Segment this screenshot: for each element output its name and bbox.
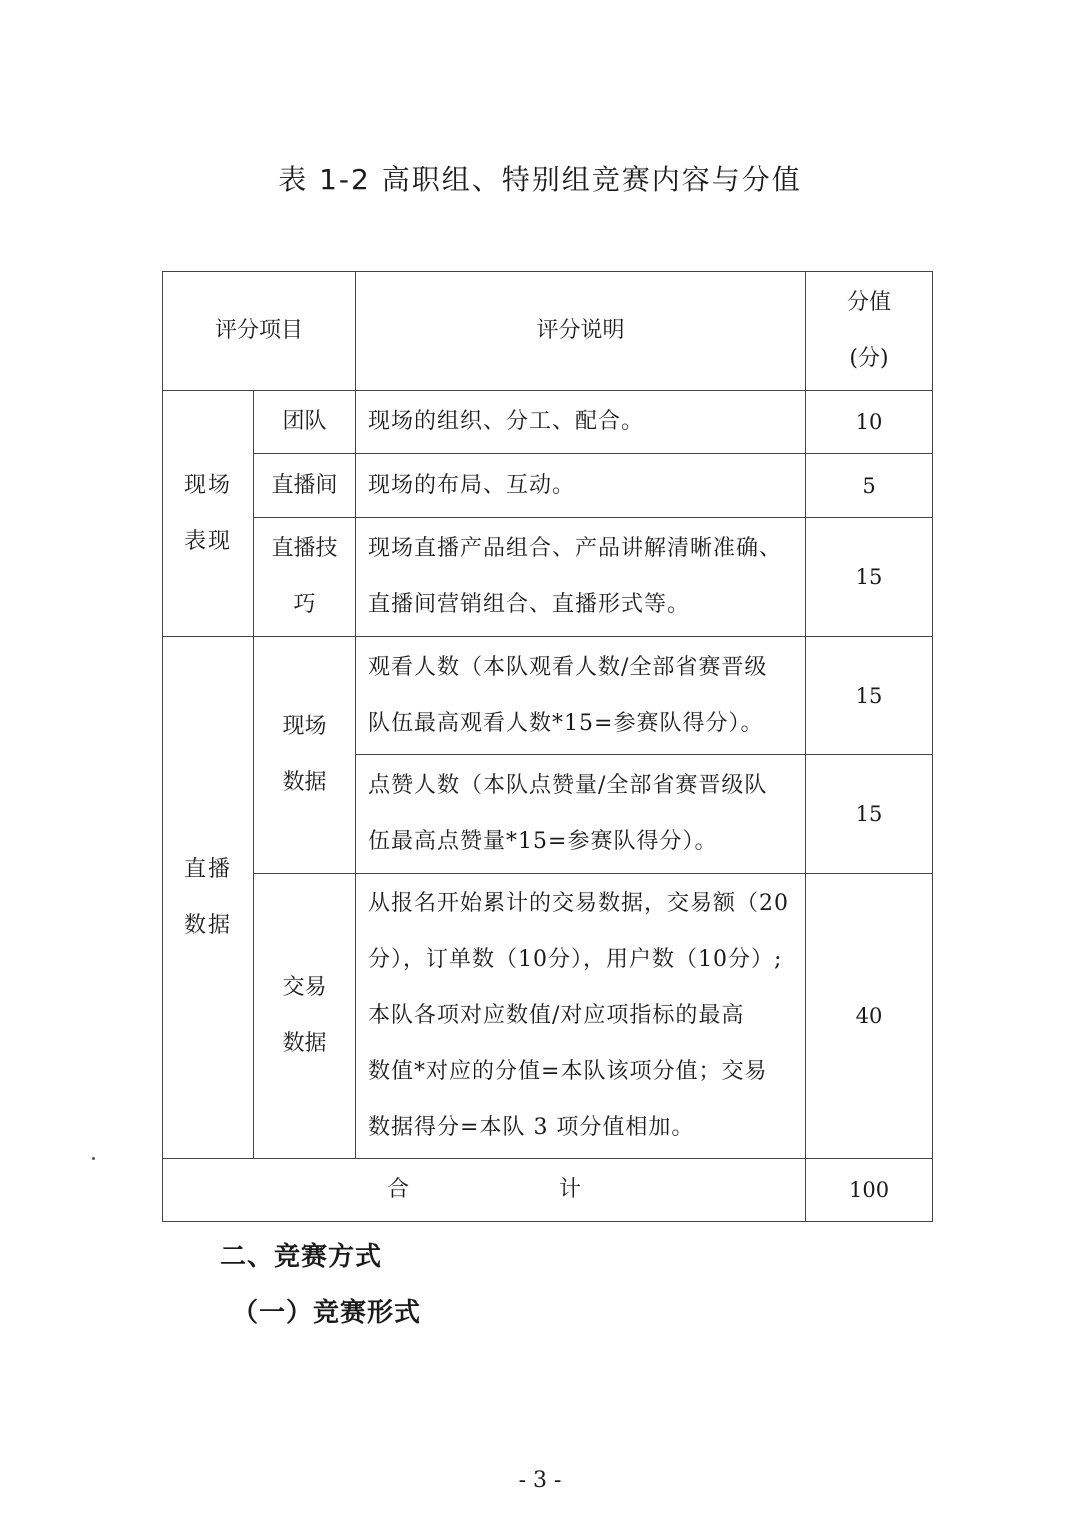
desc-line: 直播间营销组合、直播形式等。 [368, 592, 691, 617]
group-label-line2: 数据 [183, 912, 232, 938]
total-score: 100 [806, 1159, 933, 1222]
sub-item-line2: 巧 [293, 592, 316, 617]
table-row [163, 391, 933, 454]
total-label-left: 合 [386, 1177, 409, 1202]
row-score: 40 [806, 874, 933, 1159]
desc-line: 本队各项对应数值/对应项指标的最高 [368, 1003, 745, 1028]
sub-item-line1: 现场 [282, 714, 327, 739]
row-desc [356, 637, 806, 755]
desc-line: 伍最高点赞量*15=参赛队得分）。 [368, 829, 718, 854]
header-desc [356, 272, 806, 391]
desc-line: 数值*对应的分值=本队该项分值；交易 [368, 1059, 768, 1084]
header-desc-label: 评分说明 [536, 318, 625, 343]
row-desc [356, 755, 806, 874]
group-label-line1: 现场 [183, 472, 232, 498]
desc-line: 从报名开始累计的交易数据，交易额（20 [368, 891, 790, 916]
desc-line: 观看人数（本队观看人数/全部省赛晋级 [368, 654, 768, 680]
row-score: 5 [806, 454, 933, 518]
sub-item [254, 637, 356, 874]
group-label-live-data [163, 637, 254, 1159]
row-score: 10 [806, 391, 933, 454]
desc-line: 队伍最高观看人数*15=参赛队得分）。 [368, 710, 764, 736]
row-score: 15 [806, 637, 933, 755]
header-item [163, 272, 356, 391]
desc-line: 分），订单数（10分），用户数（10分）; [368, 947, 783, 972]
row-score: 15 [806, 755, 933, 874]
sub-item-line1: 交易 [282, 975, 327, 1000]
section-heading: 二、竞赛方式 [220, 1242, 383, 1272]
group-label-line2: 表现 [183, 528, 232, 554]
header-item-label: 评分项目 [215, 318, 304, 343]
row-desc: 现场的组织、分工、配合。 [356, 391, 806, 454]
table-row [163, 454, 933, 518]
row-score: 15 [806, 518, 933, 637]
total-label-right: 计 [559, 1177, 582, 1202]
group-label-line1: 直播 [183, 856, 232, 882]
header-score [806, 272, 933, 391]
scan-dot [92, 1157, 95, 1160]
group-label-onsite [163, 391, 254, 637]
sub-item-line2: 数据 [282, 1031, 327, 1056]
header-score-line1: 分值 [847, 290, 892, 315]
desc-line: 点赞人数（本队点赞量/全部省赛晋级队 [368, 773, 768, 798]
desc-line: 数据得分=本队 3 项分值相加。 [368, 1115, 695, 1140]
score-table [162, 271, 933, 1222]
table-header-row [163, 272, 933, 391]
row-desc [356, 518, 806, 637]
total-row [163, 1159, 933, 1222]
desc-line: 现场直播产品组合、产品讲解清晰准确、 [368, 536, 783, 561]
sub-item: 团队 [254, 391, 356, 454]
sub-item-line2: 数据 [282, 770, 327, 795]
page-title: 表 1-2 高职组、特别组竞赛内容与分值 [278, 163, 802, 196]
row-desc: 现场的布局、互动。 [356, 454, 806, 518]
sub-item: 直播间 [254, 454, 356, 518]
table-row [163, 874, 933, 1159]
subsection-heading: （一）竞赛形式 [232, 1298, 422, 1328]
table-row [163, 518, 933, 637]
sub-item [254, 518, 356, 637]
page-number: - 3 - [518, 1468, 562, 1493]
row-desc [356, 874, 806, 1159]
header-score-line2: (分) [849, 346, 889, 371]
table-row [163, 637, 933, 755]
total-label [163, 1159, 806, 1222]
sub-item-line1: 直播技 [271, 536, 338, 561]
sub-item [254, 874, 356, 1159]
